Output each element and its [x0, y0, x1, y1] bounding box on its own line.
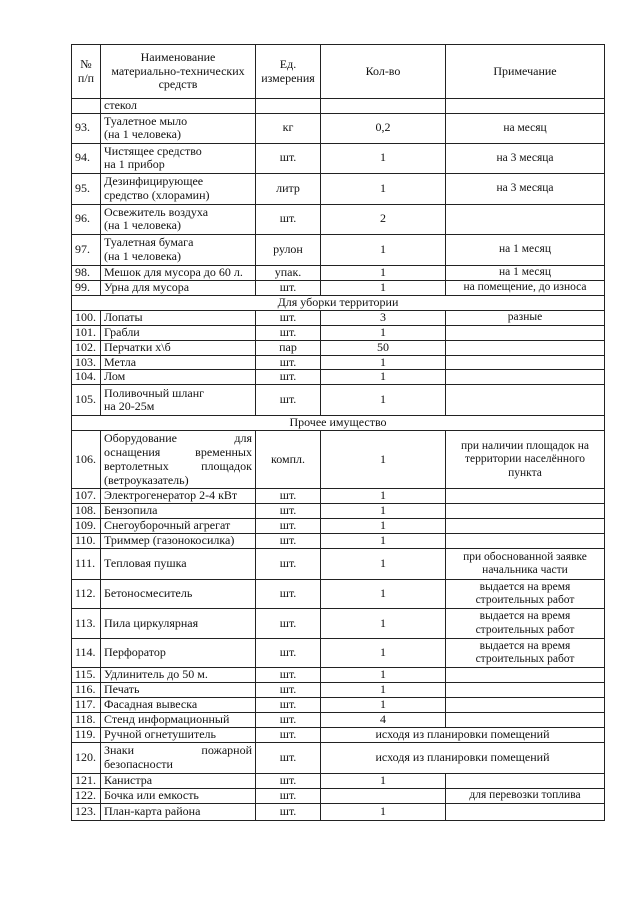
table-row: [72, 580, 605, 609]
table-row: [72, 803, 605, 820]
table-row: [72, 234, 605, 265]
row-number: 121.: [72, 773, 101, 788]
item-name: Триммер (газонокосилка): [101, 534, 256, 549]
table-row: [72, 385, 605, 416]
item-name: Перчатки х\б: [101, 340, 256, 355]
row-number: 122.: [72, 788, 101, 803]
item-note: выдается на время строительных работ: [446, 580, 605, 609]
item-unit: шт.: [256, 580, 321, 609]
item-note: выдается на время строительных работ: [446, 609, 605, 639]
header-qty: Кол-во: [321, 45, 446, 99]
row-number: 98.: [72, 265, 101, 280]
item-note: разные: [446, 310, 605, 325]
item-note: [446, 697, 605, 712]
item-quantity: 1: [321, 683, 446, 698]
item-quantity: 1: [321, 534, 446, 549]
item-unit: шт.: [256, 204, 321, 234]
item-unit: шт.: [256, 385, 321, 416]
item-quantity: 50: [321, 340, 446, 355]
item-quantity: 1: [321, 385, 446, 416]
row-number: 117.: [72, 697, 101, 712]
item-quantity: 1: [321, 325, 446, 340]
item-unit: компл.: [256, 431, 321, 489]
table-row: [72, 280, 605, 295]
row-number: 113.: [72, 609, 101, 639]
quantity-note-merged: исходя из планировки помещений: [321, 727, 605, 742]
table-row: [72, 113, 605, 143]
row-number: 123.: [72, 803, 101, 820]
item-name: Метла: [101, 355, 256, 370]
row-number: [72, 99, 101, 114]
row-number: 111.: [72, 549, 101, 580]
item-quantity: 1: [321, 504, 446, 519]
table-row: [72, 773, 605, 788]
row-number: 109.: [72, 519, 101, 534]
row-number: 115.: [72, 668, 101, 683]
row-number: 107.: [72, 489, 101, 504]
item-name: План-карта района: [101, 803, 256, 820]
item-note: [446, 489, 605, 504]
row-number: 114.: [72, 639, 101, 668]
item-quantity: 1: [321, 668, 446, 683]
table-row: [72, 265, 605, 280]
item-quantity: 1: [321, 265, 446, 280]
table-row: [72, 504, 605, 519]
item-note: [446, 355, 605, 370]
row-number: 105.: [72, 385, 101, 416]
item-unit: шт.: [256, 773, 321, 788]
table-row: [72, 697, 605, 712]
item-note: [446, 534, 605, 549]
table-body: [72, 99, 605, 821]
item-note: [446, 370, 605, 385]
item-name: Оборудование для оснащения временных вертолетных площадок (ветроуказатель): [101, 431, 256, 489]
item-note: на помещение, до износа: [446, 280, 605, 295]
row-number: 106.: [72, 431, 101, 489]
item-quantity: 1: [321, 639, 446, 668]
item-name: стекол: [101, 99, 256, 114]
item-name: Фасадная вывеска: [101, 697, 256, 712]
item-note: [446, 773, 605, 788]
item-name: Туалетная бумага (на 1 человека): [101, 234, 256, 265]
item-unit: шт.: [256, 609, 321, 639]
section-row: [72, 416, 605, 431]
item-name: Лопаты: [101, 310, 256, 325]
item-unit: шт.: [256, 504, 321, 519]
table-row: [72, 639, 605, 668]
item-note: [446, 519, 605, 534]
section-row: [72, 295, 605, 310]
item-name: Тепловая пушка: [101, 549, 256, 580]
item-note: [446, 803, 605, 820]
row-number: 104.: [72, 370, 101, 385]
item-quantity: 1: [321, 580, 446, 609]
header-note: Примечание: [446, 45, 605, 99]
item-quantity: 1: [321, 803, 446, 820]
item-note: при наличии площадок на территории населённого пункта: [446, 431, 605, 489]
item-note: [446, 385, 605, 416]
item-name: Дезинфицирующее средство (хлорамин): [101, 173, 256, 204]
item-name: Стенд информационный: [101, 712, 256, 727]
item-name: Снегоуборочный агрегат: [101, 519, 256, 534]
section-title: Прочее имущество: [72, 416, 605, 431]
table-row: [72, 742, 605, 773]
row-number: 108.: [72, 504, 101, 519]
item-unit: кг: [256, 113, 321, 143]
table-row: [72, 355, 605, 370]
item-name: Перфоратор: [101, 639, 256, 668]
item-name: Мешок для мусора до 60 л.: [101, 265, 256, 280]
item-name: Знаки пожарной безопасности: [101, 742, 256, 773]
row-number: 99.: [72, 280, 101, 295]
item-quantity: 1: [321, 280, 446, 295]
item-unit: шт.: [256, 310, 321, 325]
inventory-table: [71, 44, 605, 821]
item-unit: шт.: [256, 143, 321, 173]
table-row: [72, 370, 605, 385]
item-unit: шт.: [256, 370, 321, 385]
item-note: [446, 683, 605, 698]
table-row: [72, 431, 605, 489]
row-number: 110.: [72, 534, 101, 549]
item-name: Пила циркулярная: [101, 609, 256, 639]
item-unit: литр: [256, 173, 321, 204]
row-number: 94.: [72, 143, 101, 173]
row-number: 102.: [72, 340, 101, 355]
table-row: [72, 712, 605, 727]
item-quantity: 1: [321, 609, 446, 639]
item-quantity: 1: [321, 519, 446, 534]
item-note: на 1 месяц: [446, 265, 605, 280]
item-unit: шт.: [256, 803, 321, 820]
item-unit: шт.: [256, 534, 321, 549]
table-row: [72, 173, 605, 204]
item-unit: шт.: [256, 639, 321, 668]
item-name: Чистящее средство на 1 прибор: [101, 143, 256, 173]
item-quantity: 1: [321, 173, 446, 204]
item-quantity: 1: [321, 234, 446, 265]
item-unit: пар: [256, 340, 321, 355]
item-quantity: 1: [321, 355, 446, 370]
row-number: 120.: [72, 742, 101, 773]
item-unit: упак.: [256, 265, 321, 280]
row-number: 93.: [72, 113, 101, 143]
item-quantity: 1: [321, 489, 446, 504]
table-row: [72, 489, 605, 504]
table-row: [72, 788, 605, 803]
item-unit: шт.: [256, 712, 321, 727]
item-quantity: 0,2: [321, 113, 446, 143]
header-name: Наименование материально-технических средств: [101, 45, 256, 99]
item-name: Канистра: [101, 773, 256, 788]
item-unit: шт.: [256, 668, 321, 683]
table-row: [72, 143, 605, 173]
item-quantity: 1: [321, 773, 446, 788]
table-row: [72, 534, 605, 549]
table-row: [72, 727, 605, 742]
item-unit: шт.: [256, 742, 321, 773]
item-unit: шт.: [256, 683, 321, 698]
row-number: 118.: [72, 712, 101, 727]
table-row: [72, 609, 605, 639]
item-quantity: [321, 788, 446, 803]
item-unit: [256, 99, 321, 114]
item-quantity: 1: [321, 143, 446, 173]
table-row: [72, 310, 605, 325]
item-unit: шт.: [256, 489, 321, 504]
item-unit: рулон: [256, 234, 321, 265]
item-name: Лом: [101, 370, 256, 385]
item-quantity: 1: [321, 549, 446, 580]
item-note: при обоснованной заявке начальника части: [446, 549, 605, 580]
item-name: Туалетное мыло (на 1 человека): [101, 113, 256, 143]
item-note: [446, 204, 605, 234]
table-row: [72, 204, 605, 234]
item-quantity: 1: [321, 431, 446, 489]
table-row: [72, 340, 605, 355]
quantity-note-merged: исходя из планировки помещений: [321, 742, 605, 773]
item-unit: шт.: [256, 355, 321, 370]
item-unit: шт.: [256, 697, 321, 712]
row-number: 95.: [72, 173, 101, 204]
table-row: [72, 325, 605, 340]
item-note: [446, 340, 605, 355]
row-number: 112.: [72, 580, 101, 609]
item-note: на 1 месяц: [446, 234, 605, 265]
item-name: Электрогенератор 2-4 кВт: [101, 489, 256, 504]
table-row: [72, 683, 605, 698]
item-note: на месяц: [446, 113, 605, 143]
item-unit: шт.: [256, 788, 321, 803]
row-number: 97.: [72, 234, 101, 265]
item-note: [446, 712, 605, 727]
item-unit: шт.: [256, 280, 321, 295]
section-title: Для уборки территории: [72, 295, 605, 310]
table-row: [72, 99, 605, 114]
row-number: 101.: [72, 325, 101, 340]
row-number: 119.: [72, 727, 101, 742]
item-note: на 3 месяца: [446, 143, 605, 173]
item-name: Грабли: [101, 325, 256, 340]
row-number: 116.: [72, 683, 101, 698]
header-unit: Ед. измерения: [256, 45, 321, 99]
item-note: [446, 325, 605, 340]
item-note: на 3 месяца: [446, 173, 605, 204]
table-row: [72, 668, 605, 683]
item-name: Печать: [101, 683, 256, 698]
item-quantity: 4: [321, 712, 446, 727]
item-name: Урна для мусора: [101, 280, 256, 295]
item-name: Бетоносмеситель: [101, 580, 256, 609]
item-quantity: 1: [321, 697, 446, 712]
item-name: Бочка или емкость: [101, 788, 256, 803]
item-unit: шт.: [256, 325, 321, 340]
item-unit: шт.: [256, 727, 321, 742]
item-note: для перевозки топлива: [446, 788, 605, 803]
item-note: [446, 668, 605, 683]
item-quantity: 3: [321, 310, 446, 325]
header-num: № п/п: [72, 45, 101, 99]
item-unit: шт.: [256, 549, 321, 580]
item-name: Поливочный шланг на 20-25м: [101, 385, 256, 416]
item-name: Освежитель воздуха (на 1 человека): [101, 204, 256, 234]
item-quantity: [321, 99, 446, 114]
row-number: 100.: [72, 310, 101, 325]
table-row: [72, 519, 605, 534]
item-note: [446, 504, 605, 519]
table-row: [72, 549, 605, 580]
item-quantity: 1: [321, 370, 446, 385]
row-number: 103.: [72, 355, 101, 370]
header-row: [72, 45, 605, 99]
row-number: 96.: [72, 204, 101, 234]
item-name: Ручной огнетушитель: [101, 727, 256, 742]
item-note: выдается на время строительных работ: [446, 639, 605, 668]
item-quantity: 2: [321, 204, 446, 234]
item-note: [446, 99, 605, 114]
item-unit: шт.: [256, 519, 321, 534]
item-name: Удлинитель до 50 м.: [101, 668, 256, 683]
item-name: Бензопила: [101, 504, 256, 519]
